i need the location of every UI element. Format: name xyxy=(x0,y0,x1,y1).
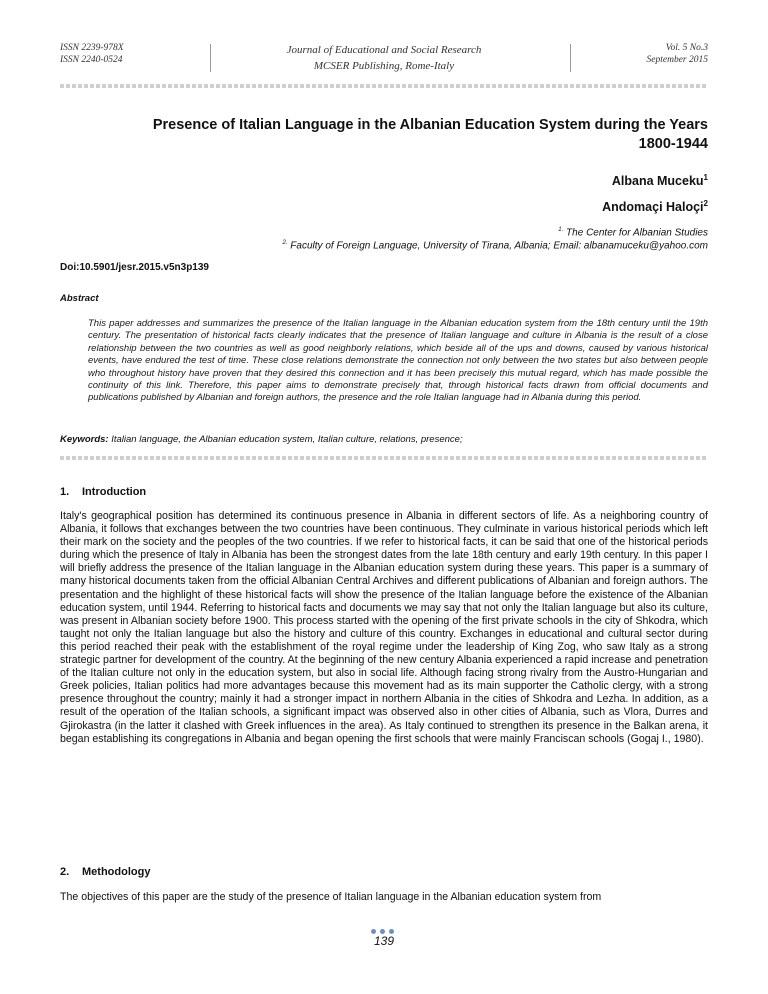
methodology-text: The objectives of this paper are the study of the presence of Italian language in the Albanian education system from xyxy=(60,891,602,903)
affiliation-marker: 1. xyxy=(558,227,564,233)
keywords-text: Italian language, the Albanian education system, Italian culture, relations, presence; xyxy=(108,434,463,445)
affiliation-text: Faculty of Foreign Language, University of Tirana, Albania; Email: albanamuceku@yahoo.com xyxy=(287,240,708,252)
author-marker: 1 xyxy=(703,173,708,182)
keywords xyxy=(60,434,708,446)
author-name: Albana Muceku xyxy=(611,174,704,189)
abstract-text: This paper addresses and summarizes the presence of the Italian language in the Albanian education system from the 18th century until the 19th century. The presentation of historical facts clearly indicates that the presence of Italian language and culture in Albania is the result of a close relationship between the two countries as well as good neighborly relations, which beside all of the ups and downs, caused by various historical events, have endured the test of time. These close relations demonstrate the connection not only between the two states but also between people who throughout history have proven that they desired this connection and it has been precisely this mutual regard, which has made possible the continuity of this link. Therefore, this paper aims to demonstrate precisely that, through historical facts drawn from official documents and publications published by Albanian and foreign authors, the presence and the role Italian language had in Albania during this period. xyxy=(88,318,708,404)
volume-block xyxy=(647,42,708,66)
affiliation-marker: 2. xyxy=(282,240,288,246)
section-heading-introduction xyxy=(60,486,146,498)
author-1 xyxy=(612,170,708,189)
doi: Doi:10.5901/jesr.2015.v5n3p139 xyxy=(60,262,209,273)
section-number: 2. xyxy=(60,866,70,878)
issn-online: ISSN 2240-0524 xyxy=(60,55,123,65)
footer-ornament xyxy=(369,921,399,927)
section-heading-methodology xyxy=(60,866,150,878)
running-header xyxy=(60,42,708,82)
abstract-rule xyxy=(60,456,708,460)
issn-print: ISSN 2239-978X xyxy=(60,43,124,53)
paper-title: Presence of Italian Language in the Albanian Education System during the Years 1800-1944 xyxy=(152,117,708,152)
page-number: 139 xyxy=(373,934,395,948)
author-2 xyxy=(602,196,708,215)
volume: Vol. 5 No.3 xyxy=(665,43,708,53)
keywords-label: Keywords: xyxy=(60,434,109,445)
journal-block xyxy=(60,42,708,74)
abstract-heading: Abstract xyxy=(60,293,99,304)
author-name: Andomaçi Haloçi xyxy=(602,200,704,215)
affiliation-text: The Center for Albanian Studies xyxy=(563,227,708,239)
author-marker: 2 xyxy=(703,199,708,208)
section-title: Methodology xyxy=(82,866,151,878)
introduction-text: Italy's geographical position has determined its continuous presence in Albania in different sectors of life. As a neighboring country of Albania, it follows that exchanges between the two countries have been continuous. They culminate in various historical periods which left their mark on the society and the peoples of the two countries. If we refer to historical facts, it can be said that one of the historical periods during which the presence of Italy in Albania has been the strongest dates from the late 18th century and early 19th century. In this paper I will briefly address the presence of the Italian language in the Albanian education system during these years. This paper is a summary of many historical documents taken from the official Albanian Central Archives and different publications of Albanian and foreign authors. The presentation and the highlight of these historical facts will show the presence of the Italian language before the existence of the Albanian education system, until 1944. Referring to historical facts and documents we may say that not only the Italian language but also its culture, was present in Albanian society before 1900. This process started with the opening of the first private schools in the city of Shkodra, which taught not only the Italian language but also the history and culture of this country. Exchanges in educational and cultural sector during this period reached their peak with the establishment of the royal regime under the leadership of King Zog, who saw Italy as a strong strategic partner for development of the country. At the beginning of the new century Albania experienced a rapid increase and penetration of the Italian culture not only in the education system, but also in social life. Although facing strong rivalry from the Austro-Hungarian and Greek policies, Italian politics had more advantages because this movement had as its main supporter the Catholic clergy, with a strong presence throughout the country; mainly it had a stronger impact in northern Albania in the cities of Shkodra and Lezha. In addition, as a result of the operation of the Italian schools, a significant impact was observed also in other cities of Albania, such as Vlora, Durres and Gjirokastra (in the latter it clashed with Greek influences in the area). As Italy continued to strengthen its presence in the Balkan arena, it began establishing its congregations in Albania and began opening the first schools that were mainly Franciscan schools (Gogaj I., 1980). xyxy=(60,510,708,745)
publisher: MCSER Publishing, Rome-Italy xyxy=(313,60,455,72)
header-divider-right xyxy=(570,44,571,72)
section-number: 1. xyxy=(60,486,70,498)
issue-date: September 2015 xyxy=(646,55,708,65)
journal-name: Journal of Educational and Social Research xyxy=(286,44,482,56)
affiliation-2 xyxy=(283,237,708,252)
header-rule xyxy=(60,84,708,88)
section-title: Introduction xyxy=(82,486,147,498)
